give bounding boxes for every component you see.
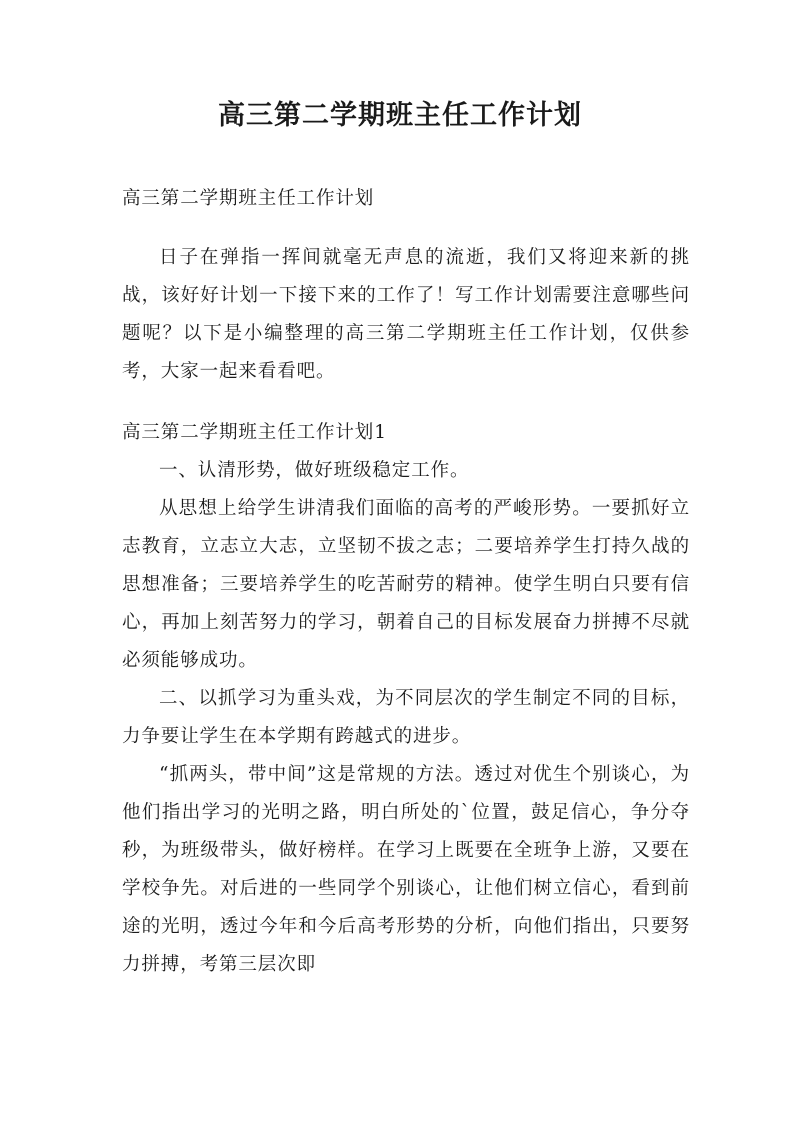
document-title: 高三第二学期班主任工作计划 bbox=[218, 100, 582, 131]
intro-paragraph: 日子在弹指一挥间就毫无声息的流逝，我们又将迎来新的挑战，该好好计划一下接下来的工作了！写工作计划需要注意哪些问题呢？以下是小编整理的高三第二学期班主任工作计划，仅供参考，大家一起来看看吧。 bbox=[122, 247, 690, 382]
document-subtitle: 高三第二学期班主任工作计划 bbox=[122, 188, 375, 209]
point-2-heading: 二、以抓学习为重头戏，为不同层次的学生制定不同的目标，力争要让学生在本学期有跨越式的进步。 bbox=[122, 688, 690, 747]
section-title: 高三第二学期班主任工作计划1 bbox=[122, 422, 387, 443]
document-body bbox=[122, 180, 690, 984]
point-1-heading: 一、认清形势，做好班级稳定工作。 bbox=[159, 460, 470, 481]
point-2-paragraph: “抓两头，带中间”这是常规的方法。透过对优生个别谈心，为他们指出学习的光明之路，明白所处的`位置，鼓足信心，争分夺秒，为班级带头，做好榜样。在学习上既要在全班争上游，又要在学校争先。对后进的一些同学个别谈心，让他们树立信心，看到前途的光明，透过今年和今后高考形势的分析，向他们指出，只要努力拼搏，考第三层次即 bbox=[122, 764, 690, 975]
point-1-paragraph: 从思想上给学生讲清我们面临的高考的严峻形势。一要抓好立志教育，立志立大志，立坚韧不拔之志；二要培养学生打持久战的思想准备；三要培养学生的吃苦耐劳的精神。使学生明白只要有信心，再加上刻苦努力的学习，朝着自己的目标发展奋力拼搏不尽就必须能够成功。 bbox=[122, 498, 690, 671]
